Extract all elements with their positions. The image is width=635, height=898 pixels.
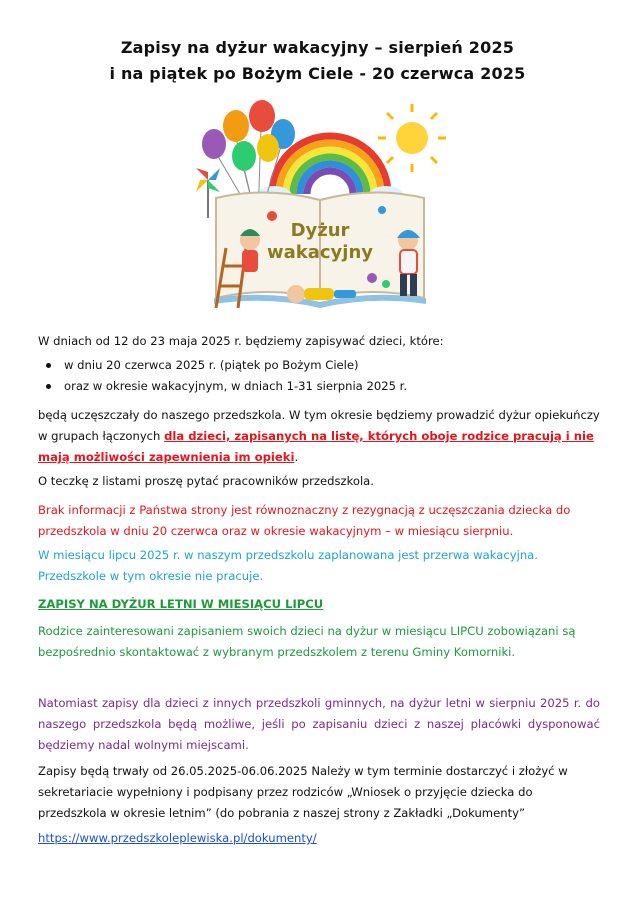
paragraph-resignation: Brak informacji z Państwa strony jest równoznaczny z rezygnacją z uczęszczania dziecka do przedszkola w dniu 20 czerwca oraz w okresie wakacyjnym – w miesiącu sierpniu. xyxy=(38,503,571,538)
paragraph-folder: O teczkę z listami proszę pytać pracowników przedszkola. xyxy=(38,474,374,488)
paragraph-text: będą uczęszczały do naszego przedszkola. W tym okresie będziemy prowadzić dyżur opiekuńczy w grupach łączonych xyxy=(38,408,600,443)
page-title-line1: Zapisy na dyżur wakacyjny – sierpień 2025 xyxy=(120,38,515,57)
summer-duty-illustration xyxy=(186,98,454,314)
section-heading-july: ZAPISY NA DYŻUR LETNI W MIESIĄCU LIPCU xyxy=(38,597,324,611)
paragraph-july-break: W miesiącu lipcu 2025 r. w naszym przedszkolu zaplanowana jest przerwa wakacyjna. Przedszkole w tym okresie nie pracuje. xyxy=(38,548,538,583)
list-item: oraz w okresie wakacyjnym, w dniach 1-31 sierpnia 2025 r. xyxy=(38,376,407,397)
page-title-line2: i na piątek po Bożym Ciele - 20 czerwca 2025 xyxy=(109,64,526,83)
list-item: w dniu 20 czerwca 2025 r. (piątek po Bożym Ciele) xyxy=(38,355,407,376)
paragraph-july-contact: Rodzice zainteresowani zapisaniem swoich dzieci na dyżur w miesiącu LIPCU zobowiązani są bezpośrednio skontaktować z wybranym przedszkolem z terenu Gminy Komorniki. xyxy=(38,624,576,659)
paragraph-other-kindergartens: Natomiast zapisy dla dzieci z innych przedszkoli gminnych, na dyżur letni w sierpniu 2025 r. do naszego przedszkola będą możliwe, jeśli po zapisaniu dzieci z naszej placówki dysponować będziemy nadal wolnymi miejscami. xyxy=(38,696,600,752)
sun-icon xyxy=(378,104,446,172)
documents-link[interactable]: https://www.przedszkoleplewiska.pl/dokumenty/ xyxy=(38,831,317,845)
eligibility-highlight: dla dzieci, zapisanych na listę, których oboje rodzice pracują i nie mają możliwości zapewnienia im opieki xyxy=(38,429,594,464)
paragraph-duty xyxy=(38,405,600,468)
paragraph-text-end: . xyxy=(294,450,299,464)
paragraph-registration-dates: Zapisy będą trwały od 26.05.2025-06.06.2025 Należy w tym terminie dostarczyć i złożyć w sekretariacie wypełniony i podpisany przez rodziców „Wniosek o przyjęcie dziecka do przedszkola w okresie letnim” (do pobrania z naszej strony z Zakładki „Dokumenty” xyxy=(38,764,568,820)
intro-text: W dniach od 12 do 23 maja 2025 r. będziemy zapisywać dzieci, które: xyxy=(38,334,444,348)
illustration-title-line1: Dyżur xyxy=(290,220,350,241)
illustration-title-line2: wakacyjny xyxy=(266,242,374,263)
bullet-list xyxy=(38,355,407,397)
